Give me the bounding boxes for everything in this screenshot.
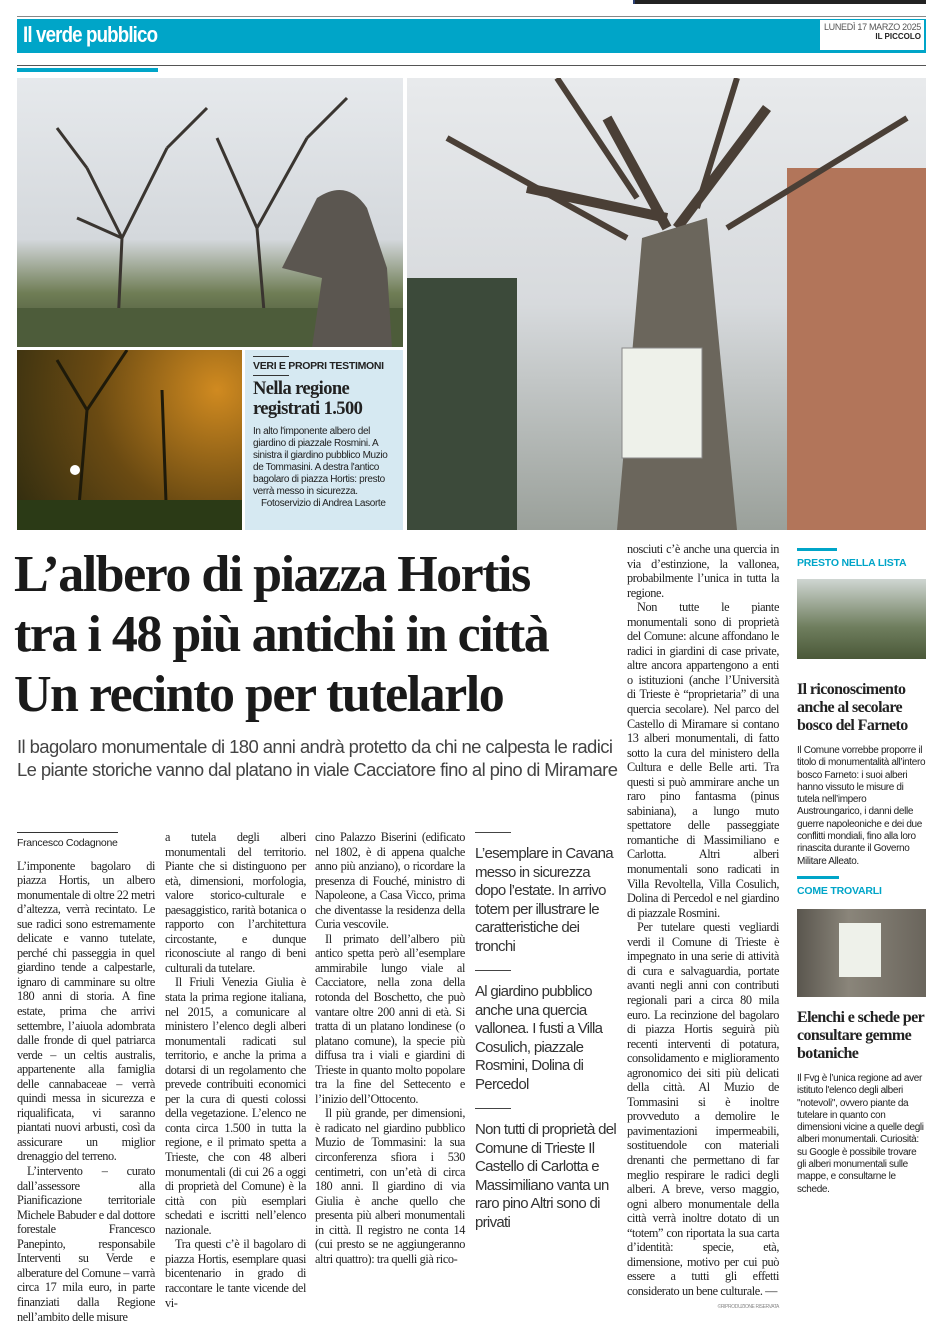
- caption-kicker: VERI E PROPRI TESTIMONI: [253, 360, 384, 372]
- sidebar-box-elenchi: [797, 876, 926, 1196]
- sidebar-title: Il riconoscimento anche al secolare bosco del Farneto: [797, 681, 908, 734]
- photo-giardino-muzio-de-tommasini: [17, 350, 242, 530]
- date-box: [820, 20, 924, 50]
- paragraph: Il Friuli Venezia Giulia è stata la prima regione italiana, nel 2015, a comunicare al ministero l’elenco degli alberi monumentali radicati sul territorio, e anche la prima a dotarsi di un regolamento che prevede contribuiti economici per la cura di questi colossi della vegetazione. L’elenco ne conta circa 1.500 in tutta la regione, e il primato spetta a Trieste, che con 48 alberi monumentali (di cui 26 a oggi di proprietà del Comune) è la città con più esemplari schedati e iscritti nell’elenco nazionale.: [165, 975, 306, 1237]
- paragraph: L’intervento – curato dall’assessore alla Pianificazione territoriale Michele Babuder e dal dottore forestale Francesco Panepinto, responsabile Interventi su Verde e alberature del Comune – varrà circa 17 mila euro, in parte finanziati dalla Regione nell’ambito delle misure: [17, 1164, 155, 1324]
- issue-date: LUNEDÌ 17 MARZO 2025: [823, 22, 921, 32]
- photo-bagolaro-piazza-hortis: [407, 78, 926, 530]
- sidebar-kicker: COME TROVARLI: [797, 884, 882, 897]
- sidebar-kicker: PRESTO NELLA LISTA: [797, 557, 907, 569]
- paragraph: L’imponente bagolaro di piazza Hortis, un albero monumentale di oltre 22 metri d’altezza, verrà recintato. Le sue radici sono estremamente delicate e vanno tutelate, perché chi passeggia in quel giardino tende a calpestarle, ignaro di camminare su oltre 180 anni di storia. A fine estate, prima che arrivi settembre, l’aiuola adombrata dalle fronde di quel patriarca verde – un celtis australis, appartenente alla famiglia delle cannabaceae – verrà quindi messa in sicurezza e riqualificata, vi saranno piantati nuovi arbusti, così da assicurare un miglior drenaggio del terreno.: [17, 858, 155, 1164]
- copyright-notice: ©RIPRODUZIONE RISERVATA: [717, 1304, 779, 1311]
- article-headline: [14, 545, 619, 725]
- sidebar: [797, 548, 926, 1196]
- section-title: Il verde pubblico: [23, 22, 158, 47]
- tree-statue-image: [17, 78, 403, 347]
- tree-trunk-image: [407, 78, 926, 530]
- subheadline-line: Il bagolaro monumentale di 180 anni andrà protetto da chi ne calpesta le radici: [17, 736, 613, 757]
- article-column-1: [17, 832, 155, 1324]
- byline: Francesco Codagnone: [17, 832, 118, 851]
- accent-bar: [797, 876, 839, 879]
- caption-title: Nella regione registrati 1.500: [253, 379, 363, 419]
- photo-piazzale-rosmini: [17, 78, 403, 347]
- sidebar-text: Il Comune vorrebbe proporre il titolo di monumentalità all’intero bosco Farneto: i suoi alberi hanno vissuto le misure di tutela nell’impero Austroungarico, i danni delle guerre napoleoniche e dei due conflitti mondiali, fino alla loro rinascita durante il Governo Militare Alleato.: [797, 745, 926, 867]
- sidebar-title: Elenchi e schede per consultare gemme botaniche: [797, 1008, 924, 1062]
- newspaper-name: IL PICCOLO: [875, 32, 921, 41]
- headline-line: Un recinto per tutelarlo: [14, 666, 504, 723]
- section-header: [17, 19, 926, 53]
- paragraph: Il primato dell’albero più antico spetta però all’esemplare ammirabile lungo viale al Cacciatore, nella zona della rotonda del Boschetto, che può vantare oltre 200 anni di età. Si tratta di un platano londinese (o platano comune), la specie più diffusa tra i viali e giardini di Trieste in quanto molto popolare tra la fine del Settecento e l’inizio dell’Ottocento.: [315, 931, 465, 1106]
- subheadline-line: Le piante storiche vanno dal platano in viale Cacciatore fino al pino di Miramare: [17, 759, 618, 780]
- divider: [17, 16, 926, 17]
- photo-caption-box: [245, 350, 403, 530]
- caption-text: In alto l'imponente albero del giardino di piazzale Rosmini. A sinistra il giardino pubblico Muzio de Tommasini. A destra l'antico bagolaro di piazza Hortis: presto verrà messo in sicurezza.: [253, 426, 388, 497]
- headline-line: tra i 48 più antichi in città: [14, 606, 549, 663]
- paragraph: a tutela degli alberi monumentali del territorio. Piante che si distinguono per età, dimensioni, morfologia, valore storico-culturale e paesaggistico, rarità botanica o rapporto con l’architettura circostante, e dunque riconosciute al rango di beni culturali da tutelare.: [165, 830, 306, 975]
- article-column-4: [627, 542, 779, 1310]
- photo-bosco-farneto: [797, 579, 926, 659]
- headline-line: L’albero di piazza Hortis: [14, 546, 530, 603]
- paragraph: Non tutte le piante monumentali sono di proprietà del Comune: alcune affondano le radici in giardini di case private, altre ancora appartengono a enti o istituzioni (anche l’Università di Trieste è “proprietaria” di una quercia secolare). Nel parco del Castello di Miramare si contano 13 alberi monumentali, di fatto sotto la cura del ministero della Cultura e delle Belle arti. Tra questi si può ammirare anche un raro pino fantasma (pinus sabiniana), a lungo muto spettatore delle passeggiate romantiche di Massimiliano e Carlotta. Altri alberi monumentali sono radicati in Villa Revoltella, Villa Cosulich, Dolina di Percedol e nel giardino di piazzale Rosmini.: [627, 600, 779, 920]
- paragraph: Per tutelare questi vegliardi verdi il Comune di Trieste è impegnato in una serie di attività di cura e salvaguardia, portate avanti negli anni con contributi regionali pari a circa 80 mila euro. La recinzione del bagolaro di piazza Hortis seguirà più recenti interventi di potatura, consolidamento e miglioramento agronomico dei siti più delicati della città. Al Muzio de Tommasini si è inoltre provveduto a demolire le pavimentazioni impermeabili, sostituendole con materiali drenanti che permettano di far meglio respirare le radici degli alberi. A breve, verso maggio, ogni albero monumentale della città verrà inoltre dotato di un “totem” con riportata la sua carta d’identità: specie, età, dimensione, motivo per cui può essere a tutti gli effetti considerato un bene culturale. —: [627, 920, 779, 1298]
- sidebar-text: Il Fvg è l’unica regione ad aver istituto l'elenco degli alberi "notevoli", ovvero piante da tutelare in quanto con dimensioni vicine a quelle degli alberi monumentali. Curiosità: su Google è possibile trovare gli alberi monumentali sulle mappe, e consultarne le schede.: [797, 1072, 924, 1195]
- sidebar-box-farneto: [797, 548, 926, 868]
- pull-quote: Non tutti di proprietà del Comune di Trieste Il Castello di Carlotta e Massimiliano vanta un raro pino Altri sono di privati: [475, 1121, 617, 1231]
- accent-bar: [797, 548, 837, 551]
- pull-quotes: [475, 832, 620, 1246]
- photo-totem-sign: [797, 909, 926, 997]
- photo-credit: Fotoservizio di Andrea Lasorte: [261, 498, 386, 509]
- divider: [17, 65, 926, 66]
- pull-quote: Al giardino pubblico anche una quercia vallonea. I fusti a Villa Cosulich, piazzale Rosmini, Dolina di Percedol: [475, 983, 603, 1093]
- paragraph: nosciuti c’è anche una quercia in via d’estinzione, la vallonea, probabilmente l’unica in tutta la regione.: [627, 542, 779, 600]
- article-subheadline: [17, 735, 617, 781]
- pull-quote: L’esemplare in Cavana messo in sicurezza dopo l’estate. In arrivo totem per illustrare le caratteristiche dei tronchi: [475, 845, 613, 955]
- top-edge-bar: [633, 0, 926, 4]
- paragraph: cino Palazzo Biserini (edificato nel 1802, è di appena qualche anno più anziano), o ricordare la presenza di Fouché, ministro di Napoleone, a Casa Vicco, prima che diventasse la residenza della Curia vescovile.: [315, 830, 465, 932]
- paragraph: Tra questi c’è il bagolaro di piazza Hortis, esemplare quasi bicentenario in grado di raccontare le tante vicende del vi-: [165, 1237, 306, 1310]
- night-garden-image: [17, 350, 242, 530]
- accent-bar: [17, 68, 158, 72]
- paragraph: Il più grande, per dimensioni, è radicato nel giardino pubblico Muzio de Tommasini: la sua circonferenza sfiora i 530 centimetri, con un’età di circa 180 anni. Il giardino di via Giulia è anche quello che presenta più alberi monumentali in città. Il registro ne conta 14 (cui presto se ne aggiungeranno altri quattro): tra quelli già rico-: [315, 1106, 465, 1266]
- article-column-2: [165, 830, 306, 1310]
- article-column-3: [315, 830, 465, 1266]
